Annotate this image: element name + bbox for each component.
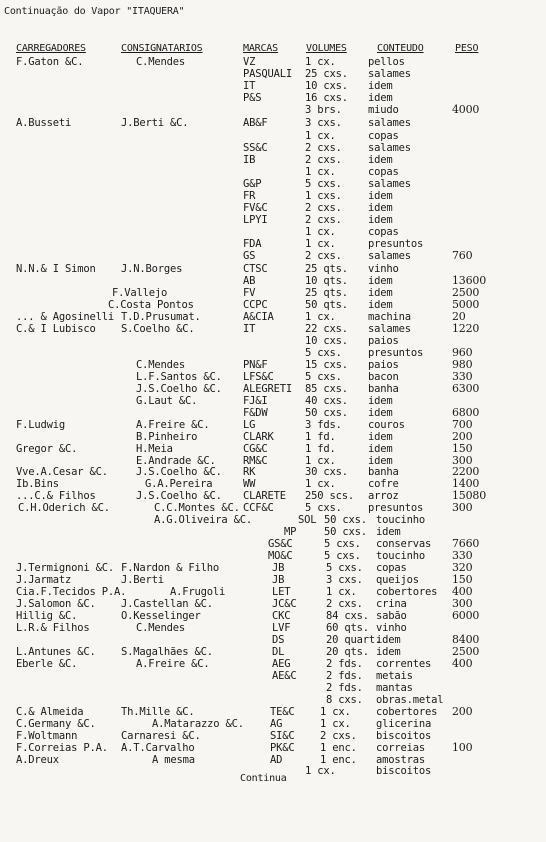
cell-volume: 16 cxs. [305, 92, 348, 104]
cell-peso: 200 [452, 430, 473, 443]
cell-peso: 8400 [452, 633, 480, 646]
cell-conteudo: idem [368, 287, 393, 299]
cell-volume: 50 cxs. [305, 407, 348, 419]
cell-peso: 960 [452, 346, 473, 359]
cell-carregador: A.Busseti [16, 117, 72, 129]
cell-volume: 3 fds. [305, 419, 342, 431]
cell-conteudo: miudo [368, 104, 399, 116]
cell-volume: 22 cxs. [305, 323, 348, 335]
cell-volume: 50 qts. [305, 299, 348, 311]
header-volumes: VOLUMES [306, 43, 347, 54]
cell-consignatario: S.Coelho &C. [121, 323, 195, 335]
cell-peso: 2500 [452, 286, 480, 299]
cell-conteudo: toucinho [376, 550, 425, 562]
cell-consignatario: A.Matarazzo &C. [152, 718, 244, 730]
cell-volume: 2 cxs. [305, 154, 342, 166]
cell-volume: 5 cxs. [305, 371, 342, 383]
cell-consignatario: J.Berti [121, 574, 164, 586]
cell-conteudo: biscoitos [376, 765, 432, 777]
cell-peso: 1400 [452, 477, 480, 490]
cell-carregador: N.N.& I Simon [16, 263, 96, 275]
cell-marca: VZ [243, 56, 256, 68]
cell-peso: 300 [452, 454, 473, 467]
cell-carregador: ...C.& Filhos [16, 490, 96, 502]
cell-conteudo: salames [368, 68, 411, 80]
cell-conteudo: salames [368, 142, 411, 154]
cell-consignatario: T.D.Prusumat. [121, 311, 201, 323]
footer-continua: Continua [240, 773, 287, 784]
cell-marca: AE&C [272, 670, 297, 682]
cell-marca: AEG [272, 658, 291, 670]
cell-conteudo: copas [368, 226, 399, 238]
cell-consignatario: L.F.Santos &C. [136, 371, 222, 383]
cell-volume: 8 cxs. [326, 694, 363, 706]
cell-conteudo: couros [368, 419, 405, 431]
cell-conteudo: paios [368, 335, 399, 347]
cell-marca: FJ&I [243, 395, 268, 407]
cell-consignatario: A.Freire &C. [136, 419, 210, 431]
cell-consignatario: A.Frugoli [170, 586, 226, 598]
cell-volume: 1 cx. [305, 166, 336, 178]
cell-consignatario: J.S.Coelho &C. [136, 466, 222, 478]
cell-conteudo: copas [368, 166, 399, 178]
cell-volume: 250 scs. [305, 490, 354, 502]
cell-carregador: J.Jarmatz [16, 574, 72, 586]
cell-marca: FV [243, 287, 256, 299]
cell-volume: 10 cxs. [305, 335, 348, 347]
cell-peso: 20 [452, 310, 466, 323]
cell-volume: 2 cxs. [305, 202, 342, 214]
cell-marca: FDA [243, 238, 262, 250]
cell-marca: RK [243, 466, 256, 478]
cell-volume: 1 cx. [305, 226, 336, 238]
cell-consignatario: J.S.Coelho &C. [136, 490, 222, 502]
cell-carregador: C.Costa Pontos [108, 299, 194, 311]
cell-peso: 100 [452, 741, 473, 754]
cell-carregador: L.R.& Filhos [16, 622, 90, 634]
cell-consignatario: J.N.Borges [121, 263, 183, 275]
cell-carregador: F.Correias P.A. [16, 742, 108, 754]
cell-conteudo: correias [376, 742, 425, 754]
cell-conteudo: conservas [376, 538, 432, 550]
cell-conteudo: mantas [376, 682, 413, 694]
cell-conteudo: crina [376, 598, 407, 610]
cell-volume: 1 enc. [320, 742, 357, 754]
cell-marca: LVF [272, 622, 291, 634]
cell-volume: 2 cxs. [320, 730, 357, 742]
cell-conteudo: glicerina [376, 718, 432, 730]
cell-volume: 1 cxs. [305, 190, 342, 202]
cell-volume: 50 cxs. [324, 514, 367, 526]
cell-conteudo: presuntos [368, 347, 424, 359]
cell-conteudo: arroz [368, 490, 399, 502]
cell-consignatario: G.A.Pereira [145, 478, 213, 490]
cell-marca: CTSC [243, 263, 268, 275]
cell-conteudo: metais [376, 670, 413, 682]
cell-volume: 25 cxs. [305, 68, 348, 80]
cell-peso: 13600 [452, 274, 486, 287]
cell-peso: 6800 [452, 406, 480, 419]
cell-marca: G&P [243, 178, 262, 190]
cell-conteudo: banha [368, 383, 399, 395]
cell-conteudo: toucinho [376, 514, 425, 526]
cell-carregador: C.& Almeida [16, 706, 84, 718]
cell-marca: F&DW [243, 407, 268, 419]
cell-conteudo: sabão [376, 610, 407, 622]
cell-carregador: Ib.Bins [16, 478, 59, 490]
cell-volume: 1 cx. [305, 130, 336, 142]
cell-conteudo: idem [368, 275, 393, 287]
cell-peso: 15080 [452, 489, 486, 502]
cell-peso: 400 [452, 657, 473, 670]
cell-conteudo: idem [368, 431, 393, 443]
cell-volume: 60 qts. [326, 622, 369, 634]
header-consignatarios: CONSIGNATARIOS [121, 43, 203, 54]
cell-marca: AG [270, 718, 283, 730]
cell-carregador: Eberle &C. [16, 658, 78, 670]
cell-volume: 10 qts. [305, 275, 348, 287]
cell-peso: 1220 [452, 322, 480, 335]
cell-consignatario: A.G.Oliveira &C. [154, 514, 252, 526]
cell-marca: CCPC [243, 299, 268, 311]
cell-carregador: A.Dreux [16, 754, 59, 766]
header-marcas: MARCAS [243, 43, 278, 54]
cell-marca: CKC [272, 610, 291, 622]
cell-volume: 5 cxs. [324, 550, 361, 562]
cell-volume: 50 cxs. [324, 526, 367, 538]
cell-carregador: Gregor &C. [16, 443, 78, 455]
cell-marca: MO&C [268, 550, 293, 562]
cell-marca: GS&C [268, 538, 293, 550]
cell-volume: 25 qts. [305, 263, 348, 275]
cell-conteudo: idem [368, 299, 393, 311]
cell-consignatario: F.Nardon & Filho [121, 562, 219, 574]
cell-marca: CLARETE [243, 490, 286, 502]
cell-marca: FR [243, 190, 256, 202]
cell-volume: 3 cxs. [326, 574, 363, 586]
cell-carregador: Vve.A.Cesar &C. [16, 466, 108, 478]
header-peso: PESO [455, 43, 479, 54]
cell-consignatario: A mesma [152, 754, 195, 766]
cell-conteudo: pellos [368, 56, 405, 68]
cell-marca: JC&C [272, 598, 297, 610]
cell-conteudo: bacon [368, 371, 399, 383]
cell-marca: SI&C [270, 730, 295, 742]
cell-carregador: F.Woltmann [16, 730, 78, 742]
cell-volume: 2 cxs. [305, 250, 342, 262]
cell-peso: 700 [452, 418, 473, 431]
header-conteudo: CONTEUDO [377, 43, 424, 54]
cell-marca: CG&C [243, 443, 268, 455]
cell-carregador: F.Gaton &C. [16, 56, 84, 68]
cell-carregador: C.Germany &C. [16, 718, 96, 730]
header-carregadores: CARREGADORES [16, 43, 86, 54]
cell-peso: 150 [452, 442, 473, 455]
cell-peso: 2200 [452, 465, 480, 478]
cell-conteudo: idem [368, 395, 393, 407]
cell-conteudo: idem [368, 214, 393, 226]
cell-volume: 20 qts. [326, 646, 369, 658]
cell-volume: 1 cx. [320, 706, 351, 718]
cell-marca: DL [272, 646, 285, 658]
cell-conteudo: vinho [368, 263, 399, 275]
cell-conteudo: presuntos [368, 502, 424, 514]
cell-consignatario: O.Kesselinger [121, 610, 201, 622]
cell-peso: 6300 [452, 382, 480, 395]
cell-consignatario: E.Andrade &C. [136, 455, 216, 467]
cell-volume: 1 cx. [305, 238, 336, 250]
cell-marca: PASQUALI [243, 68, 292, 80]
cell-marca: ALEGRETI [243, 383, 292, 395]
cell-volume: 1 cx. [305, 56, 336, 68]
cell-marca: PN&F [243, 359, 268, 371]
cell-conteudo: queijos [376, 574, 419, 586]
cell-volume: 1 cx. [305, 765, 336, 777]
cell-consignatario: B.Pinheiro [136, 431, 198, 443]
cell-consignatario: C.C.Montes &C. [154, 502, 240, 514]
cell-carregador: Hillig &C. [16, 610, 78, 622]
cell-carregador: J.Salomon &C. [16, 598, 96, 610]
cell-marca: GS [243, 250, 256, 262]
cell-volume: 1 fd. [305, 431, 336, 443]
cell-conteudo: machina [368, 311, 411, 323]
cell-marca: JB [272, 562, 285, 574]
cell-marca: RM&C [243, 455, 268, 467]
cell-marca: AD [270, 754, 283, 766]
cell-volume: 5 cxs. [326, 562, 363, 574]
cell-consignatario: C.Mendes [136, 359, 185, 371]
cell-carregador: F.Vallejo [112, 287, 168, 299]
cell-peso: 7660 [452, 537, 480, 550]
cell-conteudo: salames [368, 117, 411, 129]
cell-consignatario: J.S.Coelho &C. [136, 383, 222, 395]
cell-marca: SS&C [243, 142, 268, 154]
cell-volume: 25 qts. [305, 287, 348, 299]
cell-volume: 1 cx. [326, 586, 357, 598]
cell-marca: WW [243, 478, 256, 490]
cell-consignatario: A.T.Carvalho [121, 742, 195, 754]
cell-consignatario: G.Laut &C. [136, 395, 198, 407]
cell-volume: 1 enc. [320, 754, 357, 766]
cell-volume: 84 cxs. [326, 610, 369, 622]
cell-volume: 1 fd. [305, 443, 336, 455]
cell-marca: AB&F [243, 117, 268, 129]
cell-marca: SOL [298, 514, 317, 526]
cell-conteudo: cobertores [376, 586, 438, 598]
cell-marca: LG [243, 419, 256, 431]
cell-marca: FV&C [243, 202, 268, 214]
cell-conteudo: vinho [376, 622, 407, 634]
cell-volume: 1 cx. [305, 311, 336, 323]
cell-consignatario: A.Freire &C. [136, 658, 210, 670]
cell-marca: TE&C [270, 706, 295, 718]
cell-peso: 150 [452, 573, 473, 586]
cell-marca: DS [272, 634, 285, 646]
cell-volume: 5 cxs. [305, 502, 342, 514]
cell-conteudo: idem [368, 92, 393, 104]
cell-volume: 2 fds. [326, 658, 363, 670]
cell-volume: 2 cxs. [326, 598, 363, 610]
cell-conteudo: amostras [376, 754, 425, 766]
cell-conteudo: banha [368, 466, 399, 478]
cell-conteudo: salames [368, 250, 411, 262]
cell-peso: 4000 [452, 103, 480, 116]
cell-conteudo: biscoitos [376, 730, 432, 742]
cell-conteudo: idem [368, 443, 393, 455]
cell-volume: 5 cxs. [305, 347, 342, 359]
cell-peso: 330 [452, 549, 473, 562]
cell-volume: 1 cx. [305, 455, 336, 467]
cell-consignatario: C.Mendes [136, 622, 185, 634]
cell-peso: 2500 [452, 645, 480, 658]
cell-carregador: Cia.F.Tecidos P.A. [16, 586, 127, 598]
cell-carregador: C.& I Lubisco [16, 323, 96, 335]
cell-carregador: J.Termignoni &C. [16, 562, 114, 574]
cell-consignatario: C.Mendes [136, 56, 185, 68]
cell-conteudo: copas [376, 562, 407, 574]
cell-marca: LET [272, 586, 291, 598]
cell-volume: 5 cxs. [305, 178, 342, 190]
cell-carregador: ... & Agosinelli [16, 311, 114, 323]
cell-conteudo: paios [368, 359, 399, 371]
cell-marca: PK&C [270, 742, 295, 754]
cell-marca: A&CIA [243, 311, 274, 323]
cell-volume: 2 cxs. [305, 142, 342, 154]
cell-conteudo: correntes [376, 658, 432, 670]
cell-marca: IB [243, 154, 256, 166]
cell-consignatario: S.Magalhães &C. [121, 646, 213, 658]
cell-consignatario: J.Castellan &C. [121, 598, 213, 610]
cell-peso: 330 [452, 370, 473, 383]
cell-marca: CCF&C [243, 502, 274, 514]
cell-volume: 15 cxs. [305, 359, 348, 371]
cell-volume: 30 cxs. [305, 466, 348, 478]
cell-peso: 300 [452, 501, 473, 514]
cell-conteudo: idem [376, 526, 401, 538]
cell-marca: CLARK [243, 431, 274, 443]
cell-consignatario: H.Meia [136, 443, 173, 455]
cell-volume: 40 cxs. [305, 395, 348, 407]
cell-consignatario: Carnaresi &C. [121, 730, 201, 742]
cell-peso: 760 [452, 249, 473, 262]
cell-conteudo: obras.metal [376, 694, 444, 706]
document-title: Continuação do Vapor "ITAQUERA" [4, 6, 185, 17]
cell-marca: MP [284, 526, 297, 538]
cell-carregador: C.H.Oderich &C. [18, 502, 110, 514]
cell-peso: 320 [452, 561, 473, 574]
cell-peso: 6000 [452, 609, 480, 622]
cell-conteudo: salames [368, 178, 411, 190]
cell-volume: 2 fds. [326, 670, 363, 682]
cell-volume: 2 cxs. [305, 214, 342, 226]
cell-volume: 20 quart. [326, 634, 382, 646]
cell-peso: 5000 [452, 298, 480, 311]
cell-conteudo: idem [368, 455, 393, 467]
cell-marca: LPYI [243, 214, 268, 226]
cell-carregador: L.Antunes &C. [16, 646, 96, 658]
cell-conteudo: idem [368, 80, 393, 92]
cell-consignatario: J.Berti &C. [121, 117, 189, 129]
cell-volume: 85 cxs. [305, 383, 348, 395]
cell-volume: 2 fds. [326, 682, 363, 694]
cell-volume: 1 cx. [320, 718, 351, 730]
cell-marca: IT [243, 323, 256, 335]
cell-marca: AB [243, 275, 256, 287]
cell-peso: 400 [452, 585, 473, 598]
cell-conteudo: idem [368, 202, 393, 214]
cell-conteudo: idem [376, 646, 401, 658]
cell-conteudo: cofre [368, 478, 399, 490]
cell-volume: 3 brs. [305, 104, 342, 116]
cell-marca: P&S [243, 92, 262, 104]
cell-conteudo: salames [368, 323, 411, 335]
cell-volume: 3 cxs. [305, 117, 342, 129]
cell-volume: 1 cx. [305, 478, 336, 490]
cell-marca: LFS&C [243, 371, 274, 383]
cell-conteudo: copas [368, 130, 399, 142]
cell-marca: IT [243, 80, 256, 92]
cell-peso: 300 [452, 597, 473, 610]
cell-peso: 980 [452, 358, 473, 371]
cell-peso: 200 [452, 705, 473, 718]
cell-marca: JB [272, 574, 285, 586]
cell-conteudo: idem [368, 154, 393, 166]
cell-carregador: F.Ludwig [16, 419, 65, 431]
cell-conteudo: presuntos [368, 238, 424, 250]
cell-volume: 10 cxs. [305, 80, 348, 92]
cell-volume: 5 cxs. [324, 538, 361, 550]
cell-consignatario: Th.Mille &C. [121, 706, 195, 718]
cell-conteudo: idem [376, 634, 401, 646]
cell-conteudo: idem [368, 190, 393, 202]
cell-conteudo: idem [368, 407, 393, 419]
cell-conteudo: cobertores [376, 706, 438, 718]
